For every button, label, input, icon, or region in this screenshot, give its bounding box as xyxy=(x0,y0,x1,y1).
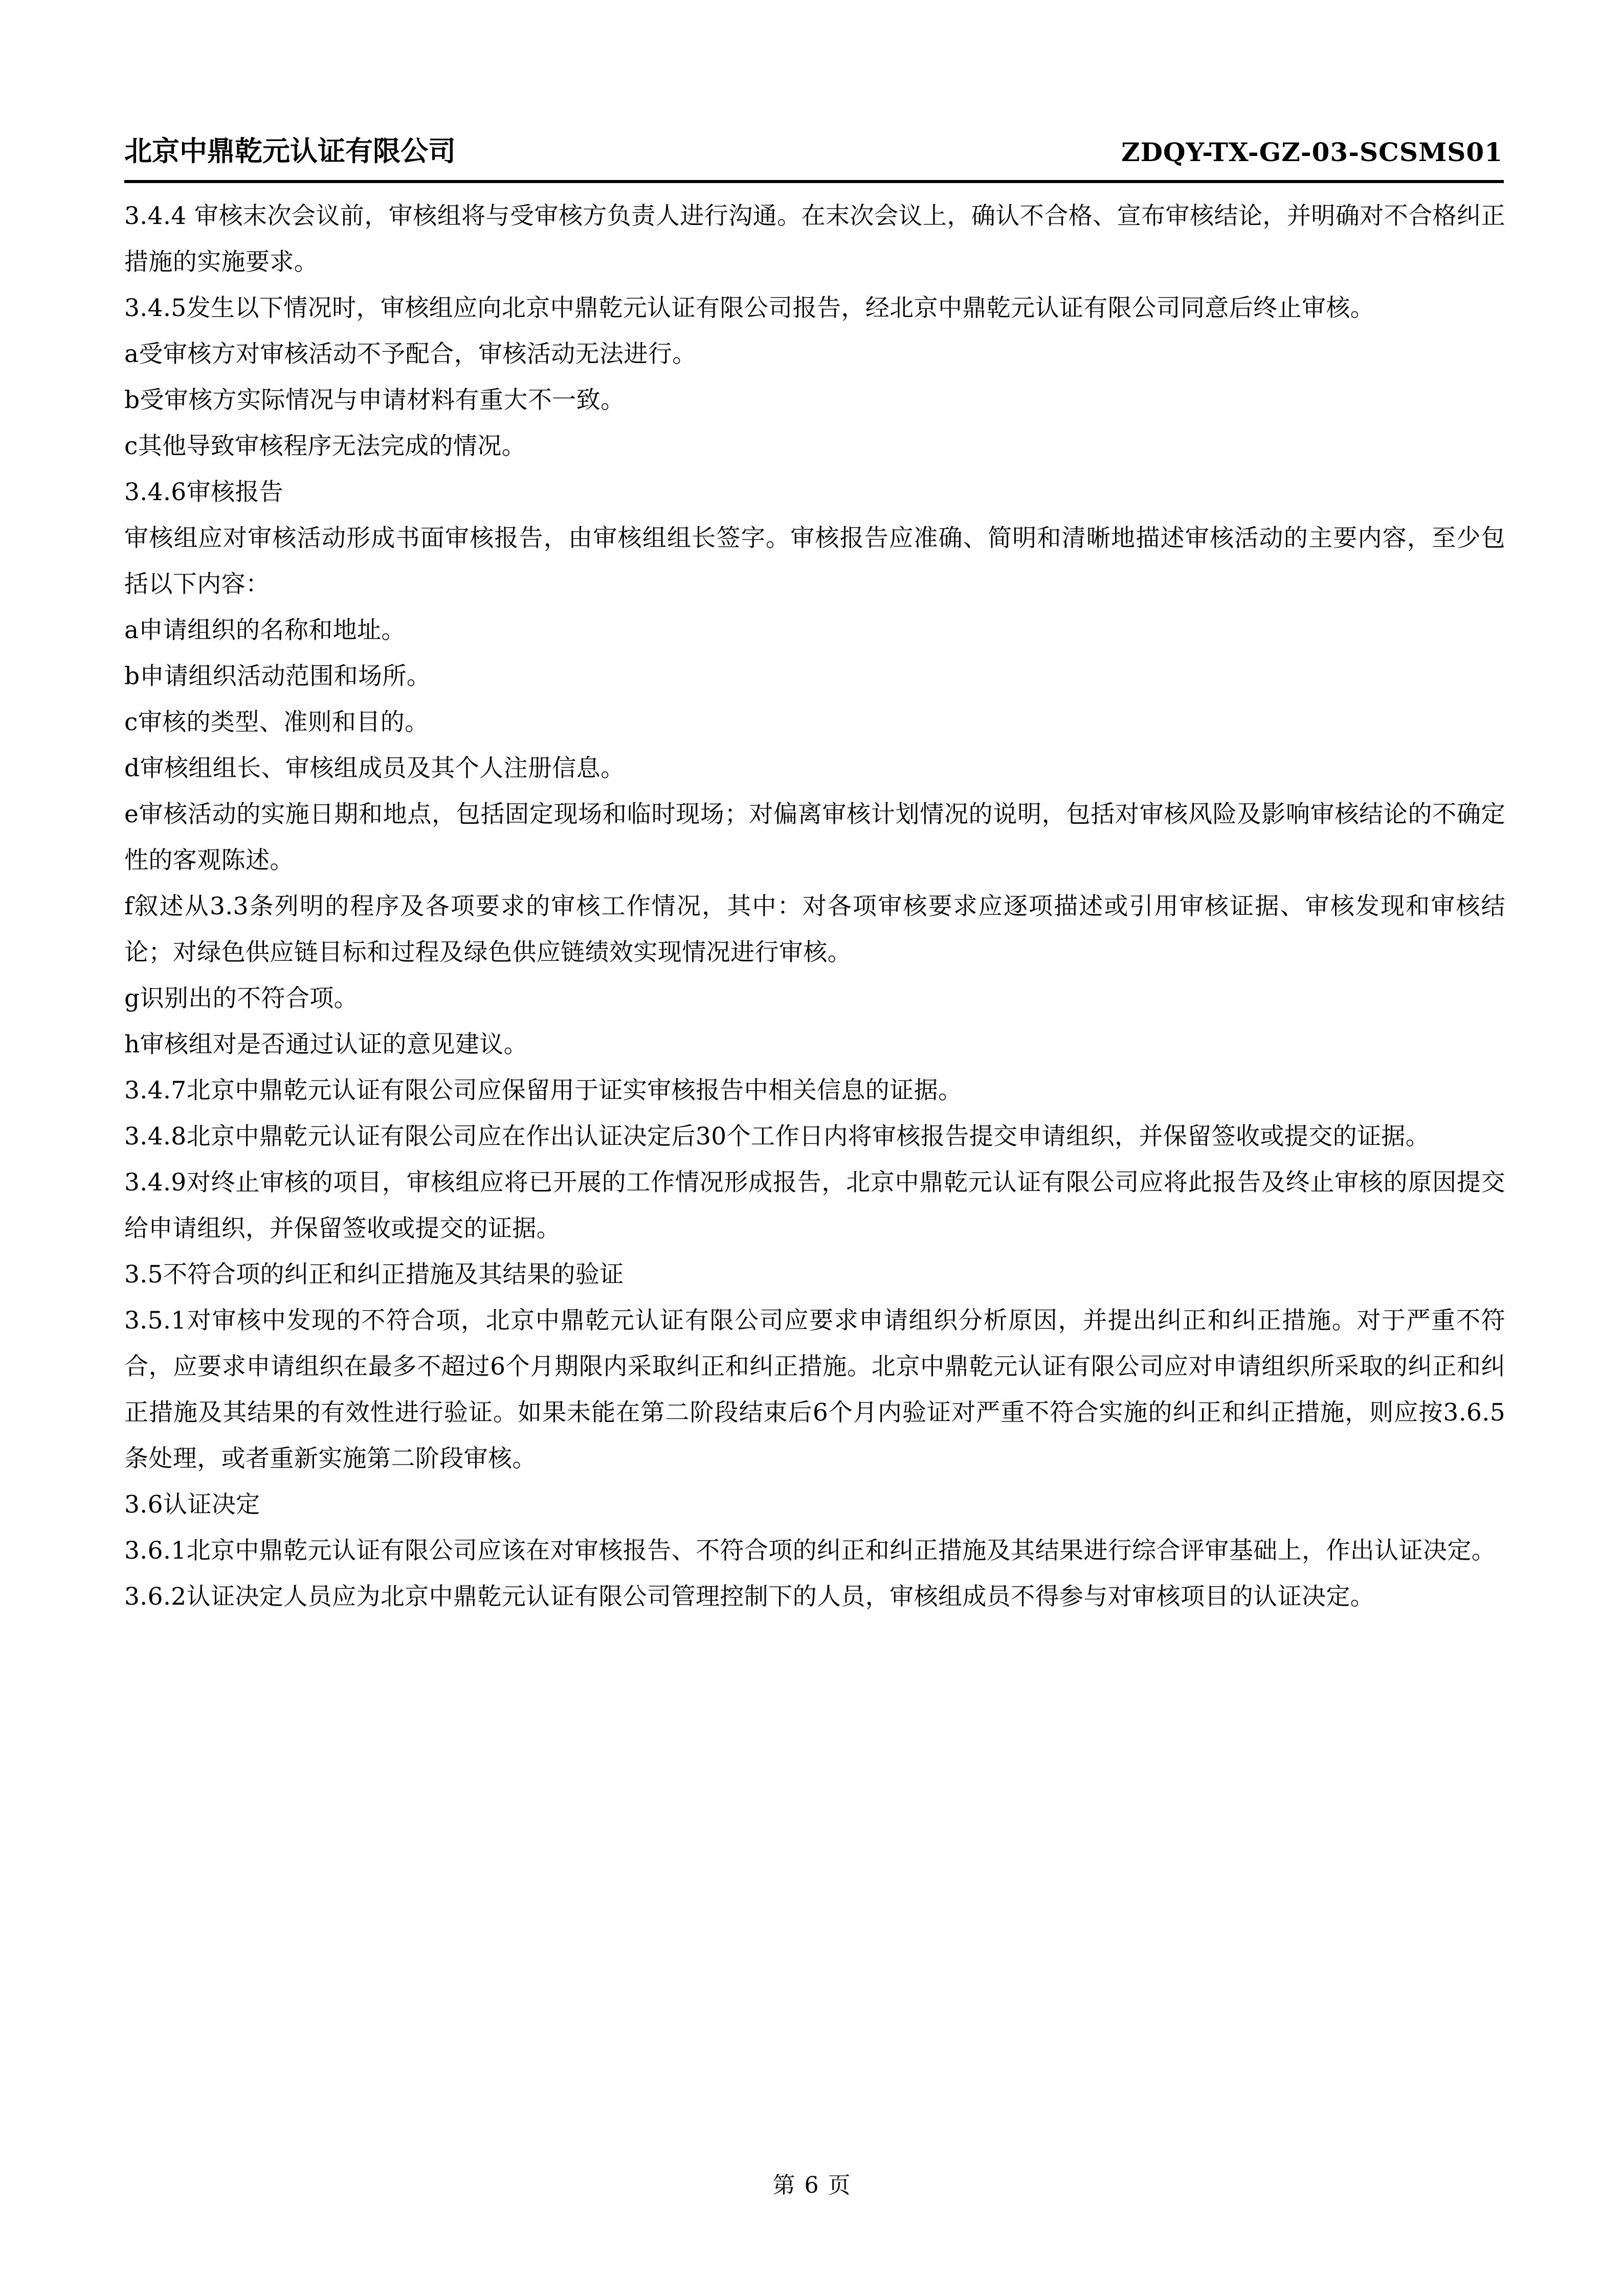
page-footer xyxy=(0,2167,1624,2199)
document-body xyxy=(124,193,1505,1620)
paragraph: 3.5.1对审核中发现的不符合项，北京中鼎乾元认证有限公司应要求申请组织分析原因，并提出纠正和纠正措施。对于严重不符合，应要求申请组织在最多不超过6个月期限内采取纠正和纠正措施。北京中鼎乾元认证有限公司应对申请组织所采取的纠正和纠正措施及其结果的有效性进行验证。如果未能在第二阶段结束后6个月内验证对严重不符合实施的纠正和纠正措施，则应按3.6.5条处理，或者重新实施第二阶段审核。 xyxy=(124,1307,1505,1473)
paragraph-heading: 3.4.6审核报告 xyxy=(124,478,284,506)
paragraph: a受审核方对审核活动不予配合，审核活动无法进行。 xyxy=(124,340,697,368)
paragraph: 3.4.8北京中鼎乾元认证有限公司应在作出认证决定后30个工作日内将审核报告提交申请组织，并保留签收或提交的证据。 xyxy=(124,1122,1430,1151)
paragraph-heading: 3.6认证决定 xyxy=(124,1491,260,1519)
paragraph: 3.6.2认证决定人员应为北京中鼎乾元认证有限公司管理控制下的人员，审核组成员不得参与对审核项目的认证决定。 xyxy=(124,1583,1375,1611)
paragraph: c审核的类型、准则和目的。 xyxy=(124,708,429,736)
footer-page-number: 第 6 页 xyxy=(772,2172,852,2198)
paragraph: f叙述从3.3条列明的程序及各项要求的审核工作情况，其中：对各项审核要求应逐项描述或引用审核证据、审核发现和审核结论；对绿色供应链目标和过程及绿色供应链绩效实现情况进行审核。 xyxy=(124,892,1505,966)
header-company-name: 北京中鼎乾元认证有限公司 xyxy=(124,135,456,167)
header-divider-rule xyxy=(124,180,1504,183)
paragraph: b受审核方实际情况与申请材料有重大不一致。 xyxy=(124,386,625,414)
header-document-code: ZDQY-TX-GZ-03-SCSMS01 xyxy=(1121,137,1503,168)
paragraph: 审核组应对审核活动形成书面审核报告，由审核组组长签字。审核报告应准确、简明和清晰地描述审核活动的主要内容，至少包括以下内容： xyxy=(124,524,1505,598)
paragraph-heading: 3.5不符合项的纠正和纠正措施及其结果的验证 xyxy=(124,1260,624,1289)
paragraph: 3.4.5发生以下情况时，审核组应向北京中鼎乾元认证有限公司报告，经北京中鼎乾元认证有限公司同意后终止审核。 xyxy=(124,294,1375,322)
paragraph: d审核组组长、审核组成员及其个人注册信息。 xyxy=(124,754,625,782)
page-header xyxy=(124,137,1503,166)
paragraph: e审核活动的实施日期和地点，包括固定现场和临时现场；对偏离审核计划情况的说明，包括对审核风险及影响审核结论的不确定性的客观陈述。 xyxy=(124,800,1505,874)
paragraph: h审核组对是否通过认证的意见建议。 xyxy=(124,1030,528,1059)
paragraph: 3.6.1北京中鼎乾元认证有限公司应该在对审核报告、不符合项的纠正和纠正措施及其结果进行综合评审基础上，作出认证决定。 xyxy=(124,1537,1496,1565)
paragraph: 3.4.4 审核末次会议前，审核组将与受审核方负责人进行沟通。在末次会议上，确认不合格、宣布审核结论，并明确对不合格纠正措施的实施要求。 xyxy=(124,202,1505,276)
paragraph: g识别出的不符合项。 xyxy=(124,984,359,1012)
paragraph: 3.4.7北京中鼎乾元认证有限公司应保留用于证实审核报告中相关信息的证据。 xyxy=(124,1076,963,1105)
paragraph: 3.4.9对终止审核的项目，审核组应将已开展的工作情况形成报告，北京中鼎乾元认证有限公司应将此报告及终止审核的原因提交给申请组织，并保留签收或提交的证据。 xyxy=(124,1168,1505,1243)
paragraph: a申请组织的名称和地址。 xyxy=(124,616,406,644)
paragraph: b申请组织活动范围和场所。 xyxy=(124,662,431,690)
paragraph: c其他导致审核程序无法完成的情况。 xyxy=(124,432,526,460)
